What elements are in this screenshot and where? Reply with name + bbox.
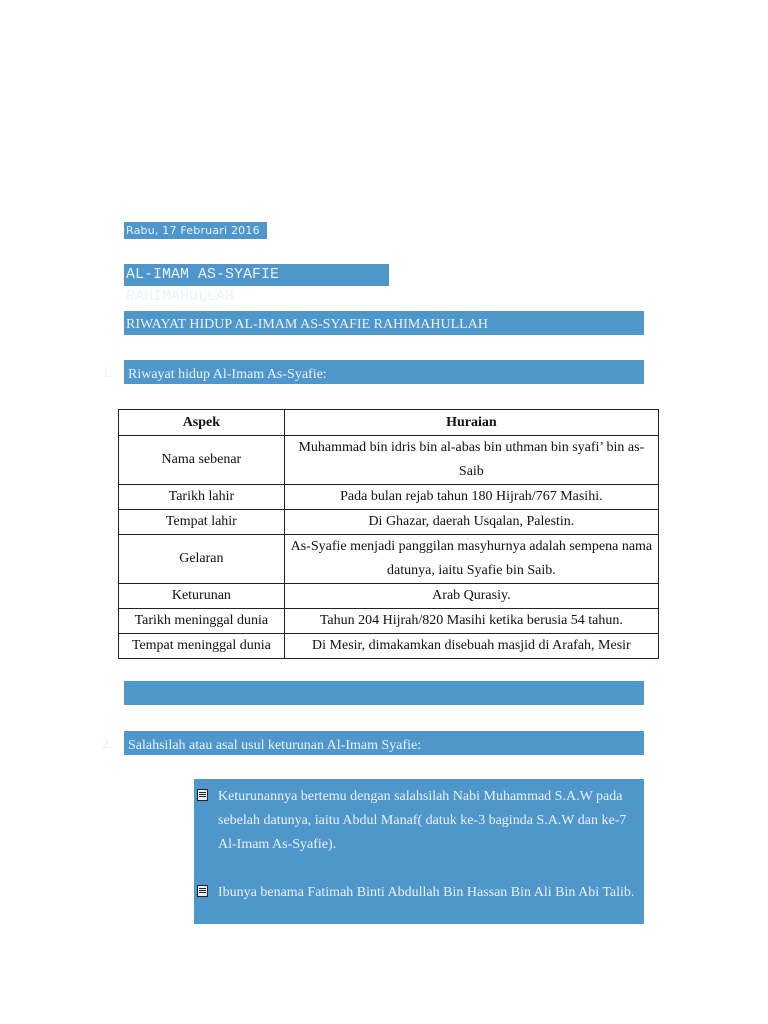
section-2-number: 2. (102, 737, 113, 752)
section-2-label (124, 731, 644, 755)
table-cell-aspek: Tarikh meninggal dunia (119, 609, 285, 634)
section-heading: RIWAYAT HIDUP AL-IMAM AS-SYAFIE RAHIMAHULLAH (124, 311, 644, 335)
table-row (119, 436, 659, 485)
biography-table (118, 409, 659, 659)
table-row (119, 584, 659, 609)
table-header-row (119, 410, 659, 436)
list-item (218, 785, 636, 857)
table-header-huraian: Huraian (284, 410, 658, 436)
section-1-text: Riwayat hidup Al-Imam As-Syafie: (128, 367, 327, 382)
bullet-list-icon (197, 885, 208, 897)
table-cell-huraian: As-Syafie menjadi panggilan masyhurnya adalah sempena nama datunya, iaitu Syafie bin Saib. (284, 535, 658, 584)
section-1-label (124, 360, 644, 384)
table-cell-aspek: Nama sebenar (119, 436, 285, 485)
table-cell-aspek: Tempat meninggal dunia (119, 634, 285, 659)
table-header-aspek: Aspek (119, 410, 285, 436)
table-cell-huraian: Pada bulan rejab tahun 180 Hijrah/767 Masihi. (284, 485, 658, 510)
table-cell-aspek: Tempat lahir (119, 510, 285, 535)
post-date: Rabu, 17 Februari 2016 (124, 222, 267, 239)
table-cell-huraian: Tahun 204 Hijrah/820 Masihi ketika berusia 54 tahun. (284, 609, 658, 634)
lineage-list (194, 779, 644, 924)
bullet-list-icon (197, 789, 208, 801)
table-row (119, 510, 659, 535)
list-item-text: Keturunannya bertemu dengan salahsilah Nabi Muhammad S.A.W pada sebelah datunya, iaitu Abdul Manaf( datuk ke-3 baginda S.A.W dan ke-7 Al-Imam As-Syafie). (218, 789, 627, 852)
table-row (119, 634, 659, 659)
table-cell-huraian: Di Mesir, dimakamkan disebuah masjid di Arafah, Mesir (284, 634, 658, 659)
section-1-number: 1. (102, 366, 113, 381)
table-cell-huraian: Arab Qurasiy. (284, 584, 658, 609)
highlight-bar (124, 681, 644, 705)
table-row (119, 535, 659, 584)
list-item (218, 881, 636, 905)
table-cell-huraian: Muhammad bin idris bin al-abas bin uthman bin syafi’ bin as-Saib (284, 436, 658, 485)
table-row (119, 485, 659, 510)
table-cell-huraian: Di Ghazar, daerah Usqalan, Palestin. (284, 510, 658, 535)
table-cell-aspek: Keturunan (119, 584, 285, 609)
section-2-text: Salahsilah atau asal usul keturunan Al-Imam Syafie: (128, 738, 422, 753)
list-item-text: Ibunya benama Fatimah Binti Abdullah Bin Hassan Bin Ali Bin Abi Talib. (218, 885, 635, 900)
table-row (119, 609, 659, 634)
table-cell-aspek: Gelaran (119, 535, 285, 584)
table-cell-aspek: Tarikh lahir (119, 485, 285, 510)
post-title[interactable]: AL-IMAM AS-SYAFIE RAHIMAHULLAH (124, 264, 389, 286)
